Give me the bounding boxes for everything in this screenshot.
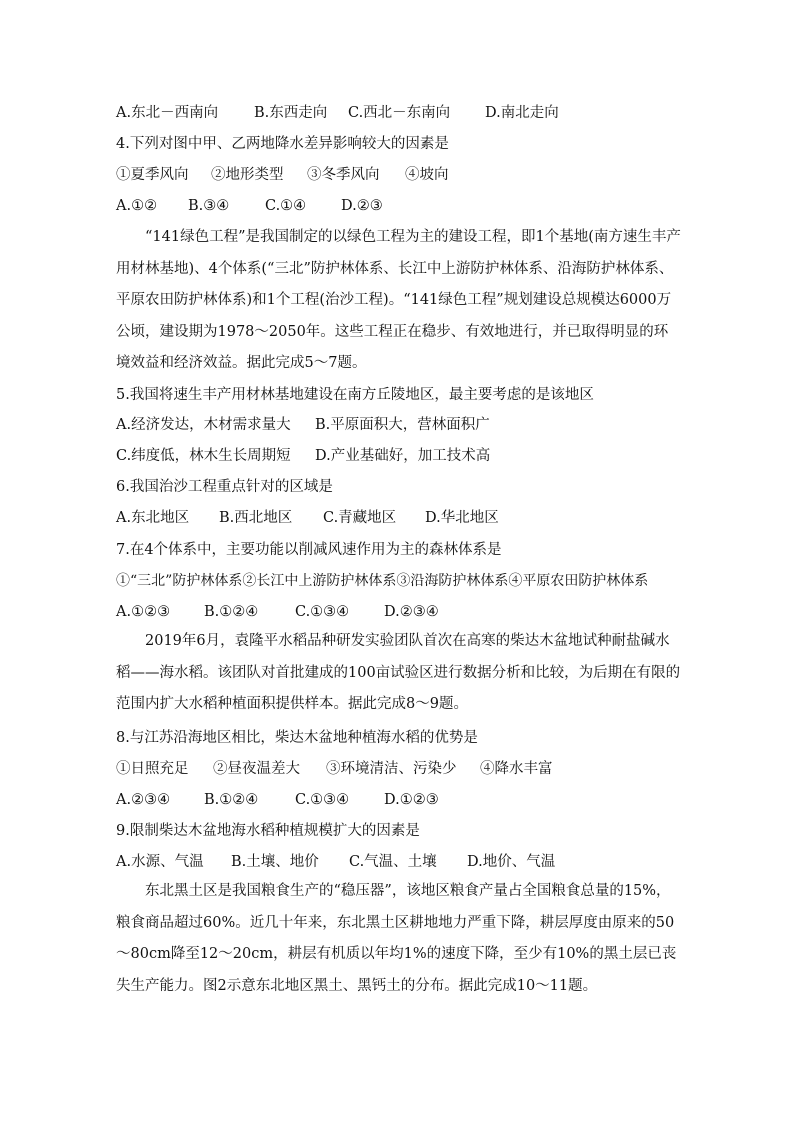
question-8-stem: 8.与江苏沿海地区相比，柴达木盆地种植海水稻的优势是: [116, 730, 478, 746]
question-4-factors: [116, 165, 449, 185]
option-b: B.平原面积大，营林面积广: [315, 417, 490, 433]
factor-3: ③环境清洁、污染少: [326, 761, 457, 777]
option-b: B.①②④: [204, 792, 259, 808]
option-d: D.地价、气温: [467, 854, 556, 870]
option-d: D.②③: [341, 198, 383, 214]
question-9-stem: 9.限制柴达木盆地海水稻种植规模扩大的因素是: [116, 823, 420, 839]
option-a: A.②③④: [116, 792, 171, 808]
factor-1: ①日照充足: [116, 761, 189, 777]
option-b: B.东西走向: [254, 105, 328, 121]
option-c: C.①③④: [295, 604, 350, 620]
option-c: C.青藏地区: [323, 510, 397, 526]
option-d: D.南北走向: [485, 105, 559, 121]
option-d: D.产业基础好，加工技术高: [315, 448, 491, 464]
option-d: D.②③④: [384, 604, 439, 620]
factor-3: ③冬季风向: [307, 167, 380, 183]
question-4-options: [116, 196, 383, 216]
factor-4: ④坡向: [405, 167, 449, 183]
option-c: C.西北－东南向: [348, 105, 451, 121]
option-b: B.西北地区: [219, 510, 293, 526]
option-c: C.纬度低，林木生长周期短: [116, 448, 291, 464]
question-6-options: [116, 508, 499, 528]
passage-sea-rice: 2019年6月，袁隆平水稻品种研发实验团队首次在高寒的柴达木盆地试种耐盐碱水稻——海水稻。该团队对首批建成的100亩试验区进行数据分析和比较，为后期在有限的范围内扩大水稻种植面积提供样本。据此完成8～9题。: [116, 633, 681, 712]
option-a: A.水源、气温: [116, 854, 204, 870]
passage-141-green-project: “141绿色工程”是我国制定的以绿色工程为主的建设工程，即1个基地(南方速生丰产用材林基地)、4个体系(“三北”防护林体系、长江中上游防护林体系、沿海防护林体系、平原农田防护林体系)和1个工程(治沙工程)。“141绿色工程”规划建设总规模达6000万公顷，建设期为1978～2050年。这些工程正在稳步、有效地进行，并已取得明显的环境效益和经济效益。据此完成5～7题。: [116, 229, 681, 371]
option-c: C.①④: [265, 198, 307, 214]
question-8-options: [116, 790, 439, 810]
factor-1: ①夏季风向: [116, 167, 189, 183]
option-d: D.华北地区: [425, 510, 499, 526]
option-a: A.东北地区: [116, 510, 190, 526]
question-8-factors: [116, 759, 553, 779]
question-7-options: [116, 602, 439, 622]
factor-2: ②地形类型: [211, 167, 284, 183]
question-7-stem: 7.在4个体系中，主要功能以削减风速作用为主的森林体系是: [116, 542, 502, 558]
question-7-systems: ①“三北”防护林体系②长江中上游防护林体系③沿海防护林体系④平原农田防护林体系: [116, 573, 649, 589]
option-b: B.③④: [188, 198, 230, 214]
option-c: C.①③④: [295, 792, 350, 808]
question-5-options-row2: [116, 446, 490, 466]
question-5-options-row1: [116, 415, 490, 435]
option-b: B.①②④: [204, 604, 259, 620]
option-a: A.①②③: [116, 604, 171, 620]
option-a: A.经济发达，木材需求量大: [116, 417, 291, 433]
factor-4: ④降水丰富: [480, 761, 553, 777]
factor-2: ②昼夜温差大: [213, 761, 300, 777]
option-c: C.气温、土壤: [349, 854, 437, 870]
option-a: A.①②: [116, 198, 158, 214]
option-a: A.东北－西南向: [116, 105, 219, 121]
question-6-stem: 6.我国治沙工程重点针对的区域是: [116, 479, 333, 495]
question-9-options: [116, 852, 555, 872]
passage-black-soil: 东北黑土区是我国粮食生产的“稳压器”，该地区粮食产量占全国粮食总量的15%，粮食商品超过60%。近几十年来，东北黑土区耕地地力严重下降，耕层厚度由原来的50～80cm降至12～20cm，耕层有机质以年均1%的速度下降，至少有10%的黑土层已丧失生产能力。图2示意东北地区黑土、黑钙土的分布。据此完成10～11题。: [116, 883, 677, 994]
question-4-stem: 4.下列对图中甲、乙两地降水差异影响较大的因素是: [116, 136, 449, 152]
q3-options: [116, 103, 559, 123]
option-b: B.土壤、地价: [231, 854, 319, 870]
question-5-stem: 5.我国将速生丰产用材林基地建设在南方丘陵地区，最主要考虑的是该地区: [116, 387, 594, 403]
option-d: D.①②③: [384, 792, 439, 808]
